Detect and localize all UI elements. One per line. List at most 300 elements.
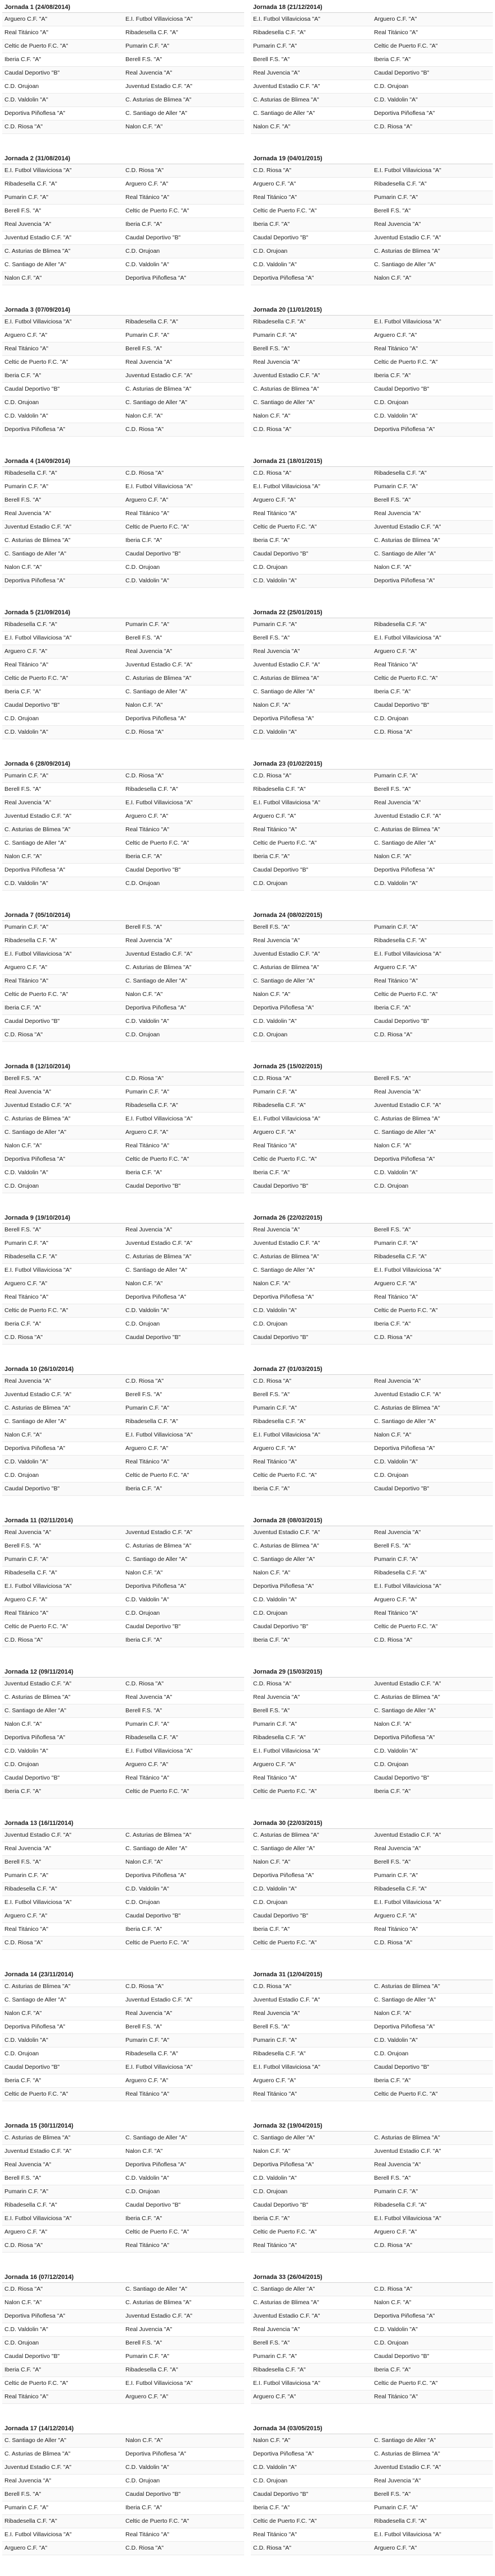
home-team: Juventud Estadio C.F. "A" [4,2148,72,2155]
away-team: C. Asturias de Blimea "A" [125,675,192,682]
match-row [2,178,244,191]
round-pair [0,759,495,905]
match-row [251,1304,493,1318]
round-block [2,1516,244,1647]
match-row [251,178,493,191]
match-row [2,2377,244,2390]
away-team: Real Juvencia "A" [125,648,172,655]
round-block [2,1667,244,1799]
home-team: C.D. Valdolin "A" [253,2175,297,2181]
match-row [2,534,244,548]
away-team: C. Santiago de Aller "A" [374,1707,436,1714]
away-team: C. Santiago de Aller "A" [125,1845,188,1852]
away-team: Caudal Deportivo "B" [125,1334,181,1341]
home-team: C.D. Orujoan [253,2188,288,2195]
away-team: C.D. Riosa "A" [374,1939,413,1946]
away-team: C.D. Orujoan [374,399,409,406]
match-list [251,467,493,588]
home-team: Arguero C.F. "A" [253,1445,296,1452]
home-team: C.D. Valdolin "A" [4,96,48,103]
round-title: Jornada 19 (04/01/2015) [251,154,493,164]
home-team: Celtic de Puerto F.C. "A" [4,675,68,682]
home-team: E.I. Futbol Villaviciosa "A" [253,2380,320,2387]
match-row [251,864,493,877]
away-team: Juventud Estadio C.F. "A" [125,1996,193,2003]
home-team: Juventud Estadio C.F. "A" [253,83,320,90]
away-team: Celtic de Puerto F.C. "A" [125,840,189,846]
home-team: Caudal Deportivo "B" [4,2353,60,2360]
match-row [2,726,244,739]
away-team: Celtic de Puerto F.C. "A" [125,2228,189,2235]
match-row [251,1936,493,1950]
away-team: E.I. Futbol Villaviciosa "A" [125,1115,193,1122]
home-team: Juventud Estadio C.F. "A" [253,1529,320,1536]
match-row [2,521,244,534]
home-team: Juventud Estadio C.F. "A" [4,523,72,530]
match-row [2,494,244,507]
home-team: Real Juvencia "A" [4,1845,52,1852]
away-team: Iberia C.F. "A" [125,2215,162,2222]
home-team: Nalon C.F. "A" [253,2148,291,2155]
away-team: C.D. Valdolin "A" [374,413,418,419]
home-team: C.D. Orujoan [4,2050,39,2057]
away-team: C.D. Riosa "A" [125,1680,164,1687]
match-row [2,1691,244,1704]
away-team: Real Titánico "A" [374,345,418,352]
home-team: Real Titánico "A" [253,2091,297,2097]
home-team: Nalon C.F. "A" [4,1721,42,1727]
match-row [2,2488,244,2501]
away-team: Juventud Estadio C.F. "A" [125,1240,193,1247]
home-team: Arguero C.F. "A" [253,2077,296,2084]
round-block [2,1062,244,1193]
away-team: E.I. Futbol Villaviciosa "A" [125,1748,193,1754]
match-row [251,272,493,285]
round-block [2,2272,244,2404]
away-team: Real Juvencia "A" [374,1378,421,1384]
away-team: Deportiva Piñoflesa "A" [125,715,186,722]
match-row [2,2528,244,2542]
away-team: C.D. Riosa "A" [125,1983,164,1990]
round-title: Jornada 7 (05/10/2014) [2,910,244,921]
match-row [251,2377,493,2390]
away-team: Caudal Deportivo "B" [374,1775,429,1781]
round-title: Jornada 18 (21/12/2014) [251,2,493,13]
home-team: C.D. Valdolin "A" [4,1748,48,1754]
home-team: Berell F.S. "A" [4,497,41,503]
away-team: Celtic de Puerto F.C. "A" [374,43,438,49]
away-team: Deportiva Piñoflesa "A" [374,1156,435,1162]
away-team: C. Santiago de Aller "A" [374,261,436,268]
away-team: Real Titánico "A" [125,1142,170,1149]
match-row [251,258,493,272]
home-team: Caudal Deportivo "B" [253,550,309,557]
away-team: Caudal Deportivo "B" [374,702,429,708]
away-team: Juventud Estadio C.F. "A" [374,523,441,530]
home-team: C.D. Orujoan [4,1472,39,1479]
match-row [2,329,244,342]
match-list [2,2132,244,2253]
home-team: Real Juvencia "A" [253,2010,300,2017]
home-team: Ribadesella C.F. "A" [4,2518,57,2524]
home-team: C. Santiago de Aller "A" [253,1845,315,1852]
match-row [251,1482,493,1496]
home-team: Celtic de Puerto F.C. "A" [4,1623,68,1630]
home-team: C. Santiago de Aller "A" [4,1707,67,1714]
match-row [251,837,493,850]
away-team: C.D. Valdolin "A" [125,1307,169,1314]
away-team: E.I. Futbol Villaviciosa "A" [374,318,441,325]
home-team: Deportiva Piñoflesa "A" [253,1004,314,1011]
round-title: Jornada 15 (30/11/2014) [2,2121,244,2132]
away-team: Berell F.S. "A" [125,345,162,352]
home-team: Pumarin C.F. "A" [4,1872,49,1879]
match-row [251,1429,493,1442]
home-team: C.D. Riosa "A" [4,1334,43,1341]
away-team: Juventud Estadio C.F. "A" [125,372,193,379]
away-team: Arguero C.F. "A" [374,1280,417,1287]
home-team: C.D. Orujoan [4,2339,39,2346]
home-team: Celtic de Puerto F.C. "A" [253,1939,317,1946]
away-team: Pumarin C.F. "A" [125,2353,170,2360]
away-team: Juventud Estadio C.F. "A" [374,234,441,241]
round-title: Jornada 29 (15/03/2015) [251,1667,493,1678]
match-row [2,810,244,823]
away-team: Real Juvencia "A" [125,1226,172,1233]
match-row [251,770,493,783]
home-team: E.I. Futbol Villaviciosa "A" [253,1115,320,1122]
away-team: Iberia C.F. "A" [125,1926,162,1933]
match-row [2,1153,244,1166]
round-block [251,2,493,134]
match-row [251,1910,493,1923]
home-team: Iberia C.F. "A" [253,1485,290,1492]
home-team: C. Santiago de Aller "A" [4,1129,67,1136]
round-block [251,2121,493,2253]
home-team: Berell F.S. "A" [4,2175,41,2181]
away-team: Berell F.S. "A" [374,786,411,793]
round-title: Jornada 26 (22/02/2015) [251,1213,493,1224]
home-team: Deportiva Piñoflesa "A" [4,1156,66,1162]
home-team: Deportiva Piñoflesa "A" [4,577,66,584]
match-row [2,1856,244,1869]
away-team: Berell F.S. "A" [374,1859,411,1865]
home-team: Berell F.S. "A" [253,2339,290,2346]
away-team: Nalon C.F. "A" [125,1569,163,1576]
away-team: Iberia C.F. "A" [125,853,162,860]
home-team: Berell F.S. "A" [4,1859,41,1865]
home-team: C. Asturias de Blimea "A" [253,964,319,971]
away-team: Ribadesella C.F. "A" [374,1569,427,1576]
home-team: Arguero C.F. "A" [253,1761,296,1768]
home-team: Arguero C.F. "A" [253,180,296,187]
away-team: C. Asturias de Blimea "A" [374,1983,440,1990]
away-team: Celtic de Puerto F.C. "A" [374,1307,438,1314]
match-row [251,205,493,218]
round-pair [0,1516,495,1661]
home-team: C.D. Riosa "A" [4,2242,43,2249]
away-team: Pumarin C.F. "A" [125,43,170,49]
home-team: C.D. Riosa "A" [253,772,292,779]
home-team: Pumarin C.F. "A" [253,1088,297,1095]
match-row [2,2448,244,2461]
match-row [251,396,493,410]
home-team: Juventud Estadio C.F. "A" [4,1680,72,1687]
match-row [251,1180,493,1193]
away-team: Pumarin C.F. "A" [125,1405,170,1411]
home-team: Real Titánico "A" [253,2242,297,2249]
home-team: C.D. Orujoan [4,715,39,722]
away-team: Iberia C.F. "A" [374,1321,411,1327]
round-block [251,1667,493,1799]
away-team: E.I. Futbol Villaviciosa "A" [125,16,193,22]
away-team: Ribadesella C.F. "A" [125,1102,178,1109]
away-team: C.D. Riosa "A" [125,167,164,174]
away-team: Pumarin C.F. "A" [125,332,170,339]
away-team: Real Juvencia "A" [374,1088,421,1095]
round-block [251,1516,493,1647]
home-team: Deportiva Piñoflesa "A" [253,2161,314,2168]
match-row [251,1553,493,1567]
match-row [2,645,244,659]
match-row [2,770,244,783]
home-team: Pumarin C.F. "A" [4,1556,49,1563]
round-block [251,1818,493,1950]
match-row [2,1113,244,1126]
home-team: C. Asturias de Blimea "A" [253,2299,319,2306]
match-row [2,1526,244,1540]
home-team: C. Asturias de Blimea "A" [253,1253,319,1260]
away-team: Real Juvencia "A" [374,2477,421,2484]
match-row [251,618,493,632]
round-block [251,305,493,437]
away-team: C.D. Valdolin "A" [374,2326,418,2333]
home-team: Real Titánico "A" [4,2393,49,2400]
match-list [2,316,244,437]
match-row [2,1704,244,1718]
round-block [2,305,244,437]
match-row [2,2350,244,2364]
home-team: C.D. Valdolin "A" [253,1596,297,1603]
away-team: C. Santiago de Aller "A" [125,1267,188,1273]
away-team: Arguero C.F. "A" [125,1445,169,1452]
round-title: Jornada 8 (12/10/2014) [2,1062,244,1072]
match-row [2,2061,244,2074]
match-list [2,921,244,1042]
away-team: Ribadesella C.F. "A" [374,1253,427,1260]
match-list [2,1678,244,1799]
home-team: C.D. Riosa "A" [253,1075,292,1082]
match-row [251,975,493,988]
home-team: Celtic de Puerto F.C. "A" [4,43,68,49]
round-block [2,1970,244,2101]
match-row [2,574,244,588]
home-team: C. Asturias de Blimea "A" [4,2450,71,2457]
home-team: Pumarin C.F. "A" [253,2037,297,2044]
match-row [251,218,493,231]
away-team: Real Titánico "A" [125,1458,170,1465]
away-team: Deportiva Piñoflesa "A" [125,1872,186,1879]
away-team: C. Asturias de Blimea "A" [125,1542,192,1549]
match-row [2,1469,244,1482]
match-row [2,2088,244,2101]
away-team: Ribadesella C.F. "A" [125,1418,178,1425]
home-team: C.D. Valdolin "A" [253,261,297,268]
away-team: E.I. Futbol Villaviciosa "A" [374,1267,441,1273]
home-team: Iberia C.F. "A" [4,1004,41,1011]
match-row [2,2034,244,2047]
match-row [251,1015,493,1028]
match-row [251,13,493,26]
away-team: Pumarin C.F. "A" [374,924,418,930]
round-pair [0,1970,495,2115]
match-list [2,618,244,739]
home-team: Real Titánico "A" [4,1294,49,1300]
home-team: Real Titánico "A" [4,29,49,36]
match-row [2,2047,244,2061]
match-row [251,1691,493,1704]
home-team: C. Santiago de Aller "A" [4,1418,67,1425]
match-row [251,1785,493,1799]
home-team: Iberia C.F. "A" [4,2366,41,2373]
match-row [251,191,493,205]
away-team: Berell F.S. "A" [374,207,411,214]
home-team: Real Titánico "A" [4,661,49,668]
match-row [251,2364,493,2377]
round-block [251,154,493,285]
round-block [2,456,244,588]
home-team: Arguero C.F. "A" [4,648,48,655]
away-team: E.I. Futbol Villaviciosa "A" [125,2380,193,2387]
home-team: C. Santiago de Aller "A" [253,1267,315,1273]
match-row [2,1139,244,1153]
away-team: Nalon C.F. "A" [374,1721,412,1727]
away-team: C.D. Riosa "A" [374,1637,413,1643]
match-row [2,480,244,494]
away-team: Nalon C.F. "A" [125,702,163,708]
home-team: Real Titánico "A" [253,1458,297,1465]
round-title: Jornada 4 (14/09/2014) [2,456,244,467]
match-list [251,921,493,1042]
away-team: C. Asturias de Blimea "A" [374,2134,440,2141]
match-row [2,1375,244,1388]
match-row [2,1910,244,1923]
away-team: Iberia C.F. "A" [374,2077,411,2084]
home-team: Celtic de Puerto F.C. "A" [253,1472,317,1479]
match-row [251,369,493,383]
home-team: C.D. Riosa "A" [4,2286,43,2292]
match-row [251,2390,493,2404]
match-row [251,2172,493,2185]
match-row [251,1250,493,1264]
away-team: Pumarin C.F. "A" [374,483,418,490]
match-row [2,975,244,988]
home-team: C. Santiago de Aller "A" [4,261,67,268]
match-row [2,685,244,699]
home-team: Juventud Estadio C.F. "A" [4,234,72,241]
home-team: Deportiva Piñoflesa "A" [4,426,66,433]
home-team: Deportiva Piñoflesa "A" [4,1445,66,1452]
away-team: Arguero C.F. "A" [374,2228,417,2235]
home-team: C.D. Valdolin "A" [4,413,48,419]
away-team: Real Titánico "A" [374,29,418,36]
home-team: Deportiva Piñoflesa "A" [4,2313,66,2319]
away-team: Celtic de Puerto F.C. "A" [125,1788,189,1795]
round-title: Jornada 17 (14/12/2014) [2,2424,244,2434]
home-team: Real Titánico "A" [4,977,49,984]
away-team: Juventud Estadio C.F. "A" [374,1832,441,1838]
match-list [251,1072,493,1193]
away-team: Real Titánico "A" [125,2242,170,2249]
away-team: C.D. Orujoan [374,83,409,90]
away-team: Arguero C.F. "A" [125,180,169,187]
match-row [251,1883,493,1896]
match-row [251,1869,493,1883]
home-team: C. Santiago de Aller "A" [4,2437,67,2444]
away-team: Iberia C.F. "A" [125,537,162,544]
away-team: C. Asturias de Blimea "A" [374,1405,440,1411]
away-team: Real Juvencia "A" [374,799,421,806]
match-row [2,2310,244,2323]
match-row [2,2226,244,2239]
match-row [2,2172,244,2185]
away-team: Ribadesella C.F. "A" [374,1885,427,1892]
away-team: Ribadesella C.F. "A" [125,1734,178,1741]
away-team: Berell F.S. "A" [374,497,411,503]
match-row [2,864,244,877]
home-team: Ribadesella C.F. "A" [253,1418,306,1425]
match-row [251,672,493,685]
round-title: Jornada 16 (07/12/2014) [2,2272,244,2283]
home-team: Berell F.S. "A" [253,56,290,63]
match-row [251,80,493,94]
match-row [251,534,493,548]
away-team: Caudal Deportivo "B" [374,2064,429,2070]
home-team: Caudal Deportivo "B" [4,70,60,76]
home-team: Real Juvencia "A" [4,2161,52,2168]
home-team: E.I. Futbol Villaviciosa "A" [253,799,320,806]
away-team: C. Santiago de Aller "A" [374,550,436,557]
match-row [251,1758,493,1772]
away-team: Real Titánico "A" [374,977,418,984]
home-team: Caudal Deportivo "B" [253,234,309,241]
away-team: E.I. Futbol Villaviciosa "A" [125,2064,193,2070]
match-row [2,1580,244,1593]
away-team: Ribadesella C.F. "A" [374,2202,427,2208]
match-row [2,1442,244,1456]
match-row [251,1237,493,1250]
away-team: Berell F.S. "A" [125,2023,162,2030]
away-team: Berell F.S. "A" [374,1226,411,1233]
home-team: Iberia C.F. "A" [4,1321,41,1327]
match-row [251,2434,493,2448]
home-team: Nalon C.F. "A" [4,1142,42,1149]
home-team: Arguero C.F. "A" [253,497,296,503]
home-team: Iberia C.F. "A" [253,1169,290,1176]
away-team: Deportiva Piñoflesa "A" [374,1734,435,1741]
match-row [2,1224,244,1237]
away-team: Real Juvencia "A" [374,221,421,228]
home-team: Real Juvencia "A" [253,1694,300,1701]
home-team: Caudal Deportivo "B" [253,1623,309,1630]
match-row [2,107,244,121]
away-team: Juventud Estadio C.F. "A" [125,661,193,668]
away-team: Celtic de Puerto F.C. "A" [125,1939,189,1946]
match-list [2,770,244,891]
away-team: C.D. Orujoan [374,2050,409,2057]
away-team: Deportiva Piñoflesa "A" [374,2023,435,2030]
match-list [2,2283,244,2404]
